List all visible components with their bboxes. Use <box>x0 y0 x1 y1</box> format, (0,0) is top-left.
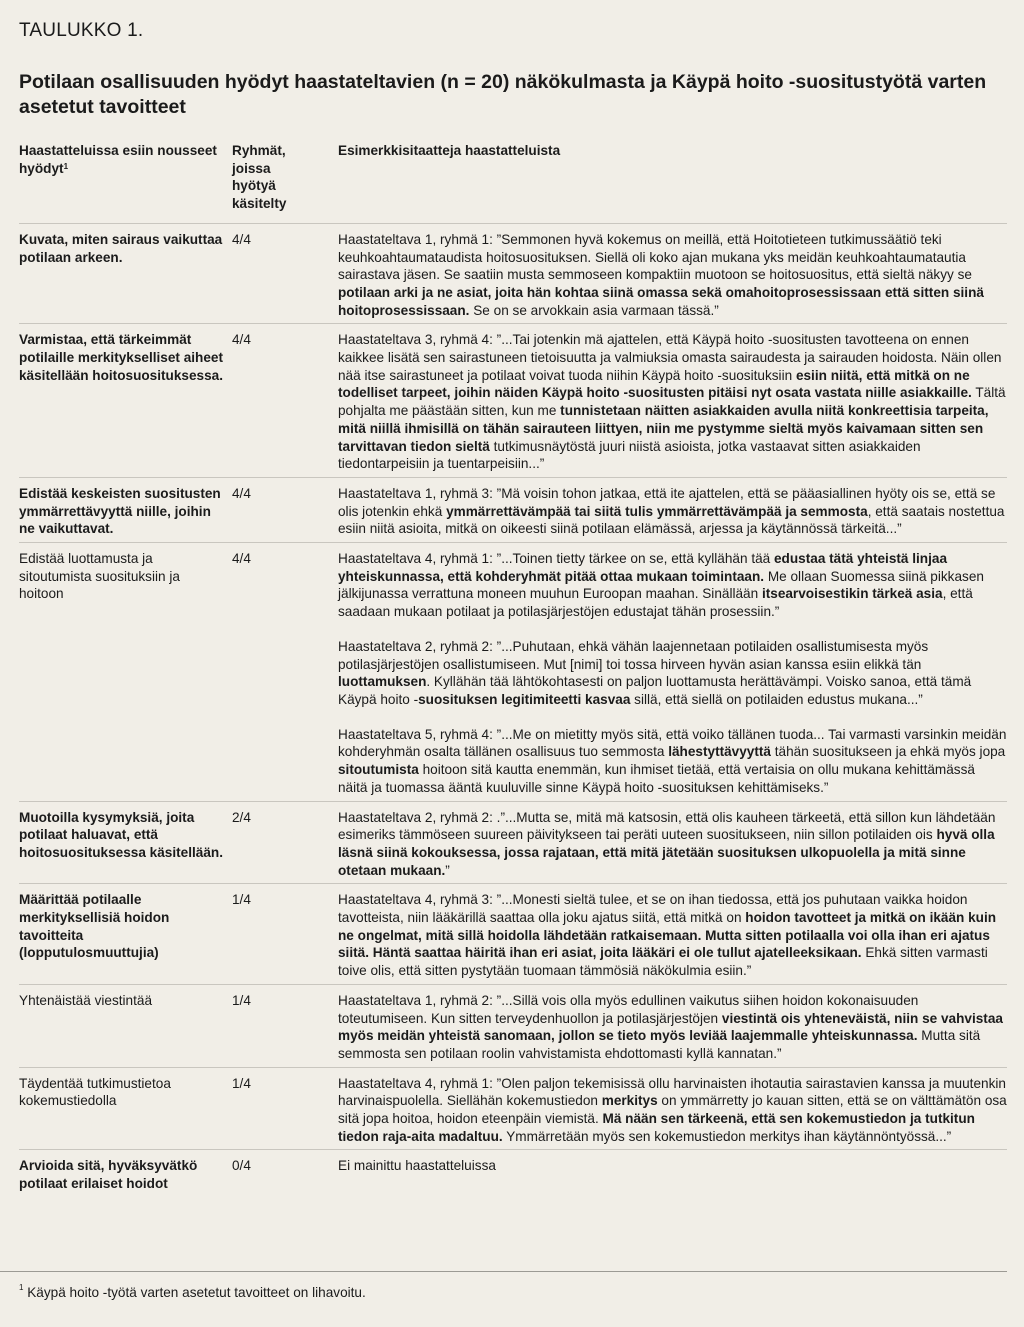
header-benefits <box>19 140 232 223</box>
quote-cell <box>338 1150 1007 1197</box>
quote-text: Haastateltava 2, ryhmä 2: .”...Mutta se, mitä mä katsosin, että olis kauheen tärkeetä, että sillon kun lähdetään esimeriks tämmöseen suureen päivitykseen tai peräti uuteen suositukseen, niin sillon potilaiden ois <box>338 809 996 843</box>
table-label: TAULUKKO 1. <box>19 20 144 41</box>
quote-cell <box>338 1067 1007 1150</box>
footnote-divider <box>0 1271 1007 1272</box>
quote-text: on ymmärretty jo kauan sitten, että se on välttämätön osa sitä jopa hoitoa, hoidon eteenpäin viemistä. <box>338 1093 1007 1127</box>
footnote <box>19 1285 366 1300</box>
quote-text: ” <box>445 862 450 878</box>
header-footnote-mark: 1 <box>63 161 69 171</box>
table-row <box>19 477 1007 542</box>
header-benefits-text: Haastatteluissa esiin nousseet hyödyt <box>19 143 217 176</box>
groups-cell: 1/4 <box>232 1067 338 1150</box>
quote-highlight: Mä nään sen tärkeenä, että sen kokemustiedon ja tutkitun tiedon raja-aita madaltuu. <box>338 1111 975 1144</box>
quote-cell <box>338 884 1007 985</box>
quote-text: Ymmärretään myös sen kokemustiedon merkitys ihan käytännöntyössä...” <box>502 1128 952 1144</box>
groups-cell <box>232 719 338 801</box>
table-row <box>19 801 1007 884</box>
benefit-cell: Arvioida sitä, hyväksyvätkö potilaat erilaiset hoidot <box>19 1158 198 1192</box>
table-row <box>19 543 1007 631</box>
quote-highlight: viestintä ois yhteneväistä, niin se vahvistaa myös meidän yhteistä sanomaan, jollon se tieto myös leviää laajemmalle yhteiskunnassa. <box>338 1010 1003 1044</box>
groups-cell: 4/4 <box>232 551 251 567</box>
quote-text: Haastateltava 4, ryhmä 3: ”...Monesti sieltä tulee, et se on ihan tiedossa, että jos puhutaan vaikka hoidon tavotteista, niin lääkärillä saattaa olla joku ajatus siitä, että mitkä on <box>338 892 968 926</box>
header-quotes: Esimerkkisitaatteja haastatteluista <box>338 140 1007 223</box>
quote-text: tähän suositukseen ja ehkä myös jopa <box>770 744 1006 760</box>
quote-highlight: luottamuksen <box>338 674 427 690</box>
quote-text: , että saadaan mukaan potilaat ja potilasjärjestöjen edustajat tähän prosessiin.” <box>338 586 973 620</box>
quote-highlight: ymmärrettävämpää tai siitä tulis ymmärrettävämpää ja semmosta <box>446 503 868 519</box>
benefit-cell <box>19 631 232 719</box>
quote-text: Tältä pohjalta me päästään sitten, kun me <box>338 385 1006 419</box>
quote-text: , että saatais nostettua esiin niitä asioita, mitkä on oikeesti siinä potilaan elämässä, arjessa ja käytännössä tärkeitä...” <box>338 503 1005 537</box>
quote-text: Haastateltava 4, ryhmä 1: ”...Toinen tietty tärkee on se, että kyllähän tää <box>338 551 774 567</box>
benefit-cell: Täydentää tutkimustietoa kokemustiedolla <box>19 1067 232 1150</box>
footnote-text: Käypä hoito -työtä varten asetetut tavoitteet on lihavoitu. <box>23 1285 366 1300</box>
quote-text: sillä, että siellä on potilaiden edustus mukana...” <box>630 691 923 707</box>
quote-cell <box>338 223 1007 324</box>
table-row <box>19 223 1007 324</box>
quote-text: tutkimusnäytöstä juuri niistä asioista, jotka vastaavat sitten asiakkaiden tiedontarpeisiin ja tuentarpeisiin...” <box>338 438 921 472</box>
table-row <box>19 719 1007 801</box>
quote-text: hoitoon sitä kautta enemmän, kun ihmiset tietää, että vertaisia on ollu mukana kehittämässä näitä ja tuomassa ääntä kuuluville sinne Käypä hoito -suosituksen kehittämiseks.” <box>338 762 975 795</box>
quote-highlight: lähestyttävyyttä <box>668 744 771 760</box>
quote-highlight: hyvä olla läsnä siinä kokouksessa, jossa rajataan, että mitä jätetään suosituksen ulkopuolella ja mitä sinne otetaan mukaan. <box>338 827 995 878</box>
quote-highlight: sitoutumista <box>338 762 419 778</box>
groups-cell: 4/4 <box>232 223 338 324</box>
quote-cell <box>338 631 1007 719</box>
benefit-cell: Määrittää potilaalle merkityksellisiä hoidon tavoitteita (lopputulosmuuttujia) <box>19 884 232 985</box>
benefit-cell: Yhtenäistää viestintää <box>19 984 232 1067</box>
quote-highlight: itsearvoisestikin tärkeä asia <box>761 586 943 602</box>
groups-cell: 4/4 <box>232 477 338 542</box>
table-row <box>19 884 1007 985</box>
groups-cell: 4/4 <box>232 324 338 478</box>
quote-text: Haastateltava 4, ryhmä 1: ”Olen paljon tekemisissä ollu harvinaisten ihotautia sairastavien kanssa ja muutenkin harvinaispuolella. Siellähän kokemustiedon <box>338 1075 1006 1109</box>
table-header-row <box>19 140 1007 223</box>
benefit-cell: Edistää keskeisten suositusten ymmärrettävyyttä niille, joihin ne vaikuttavat. <box>19 477 232 542</box>
quote-text: Haastateltava 2, ryhmä 2: ”...Puhutaan, ehkä vähän laajennetaan potilaiden osallistumisesta myös potilasjärjestöjen osallistumiseen. Mut [nimi] toi tossa hirveen hyvän asian kanssa esiin elikkä tän <box>338 638 929 672</box>
quote-text: . Kyllähän tää lähtökohtasesti on paljon luottamusta herättävämpi. Voisko sanoa, että tämä Käypä hoito - <box>338 674 972 707</box>
header-groups: Ryhmät, joissa hyötyä käsitelty <box>232 140 338 223</box>
quote-text: Ei mainittu haastatteluissa <box>338 1158 496 1174</box>
groups-cell: 2/4 <box>232 801 338 884</box>
quote-cell <box>338 801 1007 884</box>
table-title: Potilaan osallisuuden hyödyt haastateltavien (n = 20) näkökulmasta ja Käypä hoito -suositustyötä varten asetetut tavoitteet <box>19 71 987 118</box>
quote-cell <box>338 543 1007 631</box>
groups-cell: 1/4 <box>232 984 338 1067</box>
quote-text: Haastateltava 1, ryhmä 2: ”...Sillä vois olla myös edullinen vaikutus siihen hoidon kokonaisuuden toteutumiseen. Kun sitten terveydenhuollon ja potilasjärjestöjen <box>338 992 919 1026</box>
quote-cell <box>338 324 1007 478</box>
quote-highlight: edustaa tätä yhteistä linjaa yhteiskunnassa, että kohderyhmät pitää ottaa mukaan toimintaan. <box>338 551 948 584</box>
quote-cell <box>338 477 1007 542</box>
quote-highlight: esiin niitä, että mitkä on ne todelliset tarpeet, joihin näiden Käypä hoito -suositusten pitäisi nyt osata vastata niille asiakkaille. <box>338 367 972 401</box>
quote-highlight: tunnistetaan näitten asiakkaiden avulla niitä konkreettisia tarpeita, mitä niillä ihmisillä on tähän sairauteen liittyen, niin me pystymme sieltä myös kaivamaan sitten sen tarvittavan tiedon sieltä <box>338 403 989 454</box>
quote-cell <box>338 984 1007 1067</box>
quote-text: Se on se arvokkain asia varmaan tässä.” <box>469 302 719 318</box>
benefit-cell: Varmistaa, että tärkeimmät potilaille merkitykselliset aiheet käsitellään hoitosuosituksessa. <box>19 324 232 478</box>
quote-highlight: suosituksen legitimiteetti kasvaa <box>418 691 631 707</box>
quote-text: Haastateltava 1, ryhmä 1: ”Semmonen hyvä kokemus on meillä, että Hoitotieteen tutkimussäätiö teki keuhkoahtaumataudista hoitosuosituksen. Siellä oli koko ajan mukana yks meidän keuhkoahtaumatautia sairastava jäsen. Se saatiin musta semmoseen kompaktiin muotoon se hoitosuositus, että sieltä näkyy se <box>338 231 972 283</box>
groups-cell: 1/4 <box>232 884 338 985</box>
quote-cell <box>338 719 1007 801</box>
quote-highlight: potilaan arki ja ne asiat, joita hän kohtaa siinä omassa sekä omahoitoprosessissaan että sitten siinä hoitoprosessissaan. <box>338 284 984 318</box>
benefit-cell: Muotoilla kysymyksiä, joita potilaat haluavat, että hoitosuosituksessa käsitellään. <box>19 801 232 884</box>
benefit-cell: Kuvata, miten sairaus vaikuttaa potilaan arkeen. <box>19 223 232 324</box>
quote-text: Ehkä sitten varmasti toive olis, että sitten pystytään tuomaan tämmösiä näkökulmia esiin.” <box>338 945 988 979</box>
footnote-mark: 1 <box>19 1283 24 1292</box>
table-row <box>19 631 1007 719</box>
groups-cell <box>232 631 338 719</box>
table-body <box>19 223 1007 1197</box>
benefit-cell: Edistää luottamusta ja sitoutumista suosituksiin ja hoitoon <box>19 551 180 602</box>
table-row <box>19 1067 1007 1150</box>
quote-text: Haastateltava 5, ryhmä 4: ”...Me on mietitty myös sitä, että voiko tällänen tuoda... Tai varmasti varsinkin meidän kohderyhmän osalta tällänen osallisuus tuo semmosta <box>338 726 1007 760</box>
table-row <box>19 1150 1007 1197</box>
quote-text: Haastateltava 1, ryhmä 3: ”Mä voisin tohon jatkaa, että ite ajattelen, että se pääasiallinen hyöty ois se, että se olis jotenkin ehkä <box>338 485 996 519</box>
benefits-table <box>19 140 1007 1197</box>
benefit-cell <box>19 719 232 801</box>
table-row <box>19 984 1007 1067</box>
quote-text: Me ollaan Suomessa siinä pikkasen jälkijunassa verrattuna moneen muuhun Euroopan maahan. Sinällään <box>338 568 984 602</box>
quote-highlight: hoidon tavotteet ja mitkä on ikään kuin ne ongelmat, mitä sillä hoidolla lähdetään ratkaisemaan. Mutta sitten potilaalla voi olla ihan eri ajatus siitä. Häntä saattaa häiritä ihan eri asiat, joita lääkäri ei ole tullut ajatelleeksikaan. <box>338 910 997 961</box>
quote-text: Haastateltava 3, ryhmä 4: ”...Tai jotenkin mä ajattelen, että Käypä hoito -suositusten tavotteena on ennen kaikkee lisätä sen sairastuneen tietoisuutta ja valmiuksia omasta sairaudesta ja sairauden hoidosta. Näin ollen nää itse sairastuneet ja potilaat voivat tuoda niihin Käypä hoito -suosituksiin <box>338 332 1002 383</box>
quote-text: Mutta sitä semmosta sen potilaan roolin vahvistamista ehdottomasti kyllä kannatan.” <box>338 1028 981 1061</box>
quote-highlight: merkitys <box>601 1093 658 1109</box>
table-row <box>19 324 1007 478</box>
groups-cell: 0/4 <box>232 1158 251 1174</box>
